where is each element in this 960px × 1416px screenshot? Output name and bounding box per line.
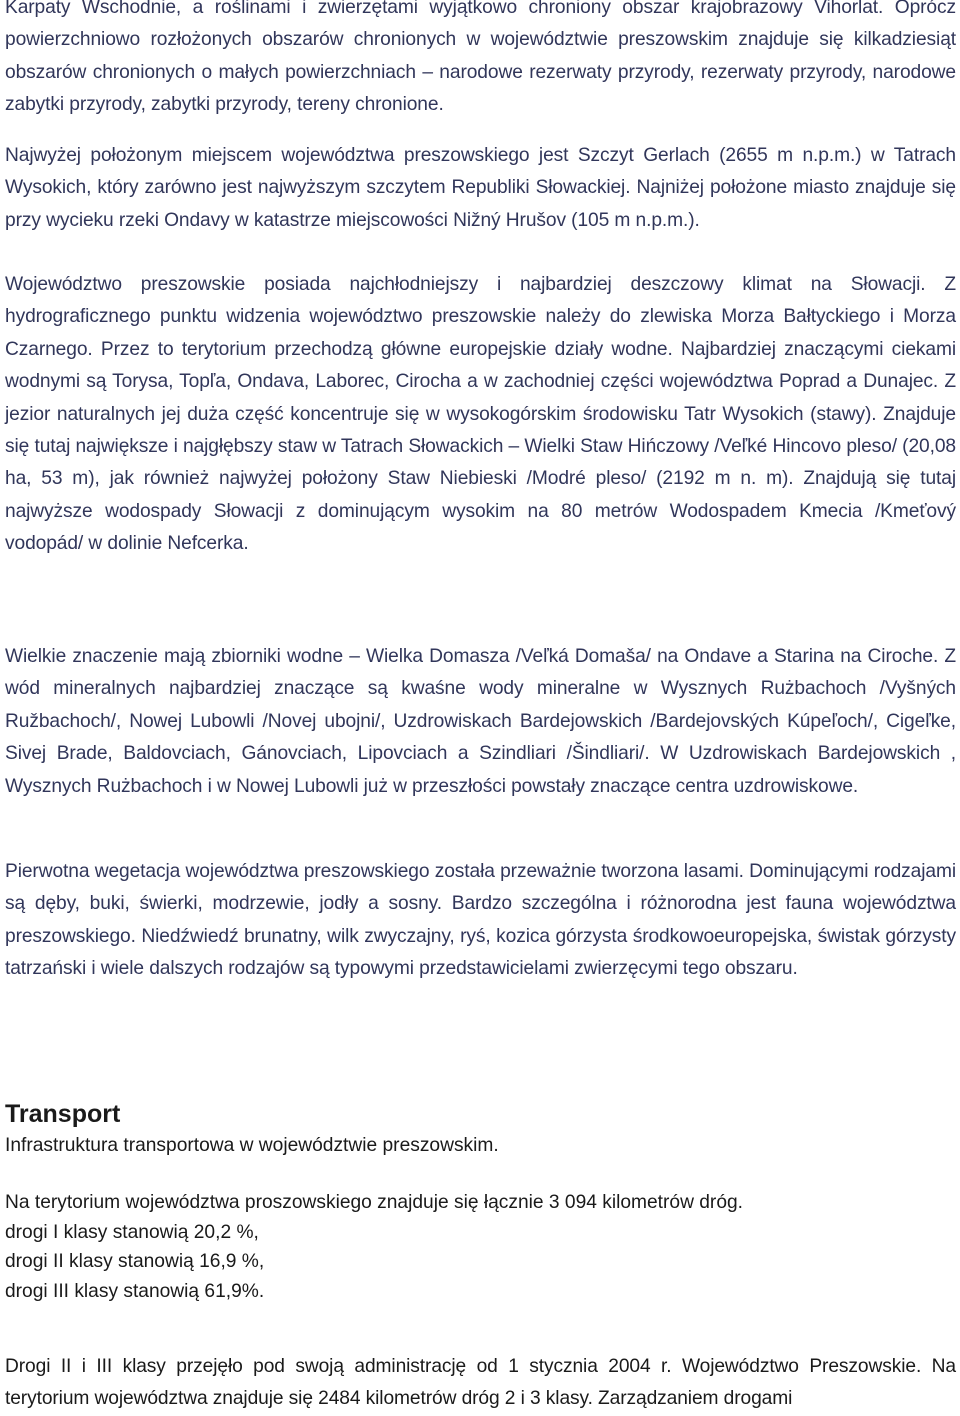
roads-statistics xyxy=(5,1188,743,1306)
roads-class-2: drogi II klasy stanowią 16,9 %, xyxy=(5,1251,265,1272)
paragraph-protected-areas: Karpaty Wschodnie, a roślinami i zwierzętami wyjątkowo chroniony obszar krajobrazowy Vihorlat. Oprócz powierzchniowo rozłożonych obszarów chronionych w województwie preszowskim znajduje się kilkadziesiąt obszarów chronionych o małych powierzchniach – narodowe rezerwaty przyrody, rezerwaty przyrody, narodowe zabytki przyrody, zabytki przyrody, tereny chronione. xyxy=(5,0,956,116)
section-heading-transport: Transport xyxy=(5,1100,121,1128)
paragraph-vegetation-fauna: Pierwotna wegetacja województwa preszowskiego została przeważnie tworzona lasami. Dominującymi rodzajami są dęby, buki, świerki, modrzewie, jodły a sosny. Bardzo szczególna i różnorodna jest fauna województwa preszowskiego. Niedźwiedź brunatny, wilk zwyczajny, ryś, kozica górzysta środkowoeuropejska, świstak górzysty tatrzański i wiele dalszych rodzajów są typowymi przedstawicielami zwierzęcymi tego obszaru. xyxy=(5,861,956,980)
paragraph-elevation: Najwyżej położonym miejscem województwa preszowskiego jest Szczyt Gerlach (2655 m n.p.m.) w Tatrach Wysokich, który zarówno jest najwyższym szczytem Republiki Słowackiej. Najniżej położone miasto znajduje się przy wycieku rzeki Ondavy w katastrze miejscowości Nižný Hrušov (105 m n.p.m.). xyxy=(5,145,956,231)
transport-subtitle: Infrastruktura transportowa w województwie preszowskim. xyxy=(5,1135,499,1156)
paragraph-reservoirs-mineral-waters: Wielkie znaczenie mają zbiorniki wodne – Wielka Domasza /Veľká Domaša/ na Ondave a Starina na Ciroche. Z wód mineralnych najbardziej znaczące są kwaśne wody mineralne w Wysznych Rużbachoch /Vyšných Ružbachoch/, Nowej Lubowli /Novej ubojni/, Uzdrowiskach Bardejowskich /Bardejovských Kúpeľoch/, Cigeľke, Sivej Brade, Baldovciach, Gánovciach, Lipovciach a Szindliari /Šindliari/. W Uzdrowiskach Bardejowskich , Wysznych Rużbachoch i w Nowej Lubowli już w przeszłości powstały znaczące centra uzdrowiskowe. xyxy=(5,646,956,797)
roads-class-3: drogi III klasy stanowią 61,9%. xyxy=(5,1280,265,1302)
paragraph-road-administration: Drogi II i III klasy przejęło pod swoją administrację od 1 stycznia 2004 r. Województwo Preszowskie. Na terytorium województwa znajduje się 2484 kilometrów dróg 2 i 3 klasy. Zarządzaniem drogami xyxy=(5,1356,956,1410)
roads-class-1: drogi I klasy stanowią 20,2 %, xyxy=(5,1221,259,1243)
paragraph-climate-hydrography: Województwo preszowskie posiada najchłodniejszy i najbardziej deszczowy klimat na Słowacji. Z hydrograficznego punktu widzenia województwo preszowskie należy do zlewiska Morza Bałtyckiego i Morza Czarnego. Przez to terytorium przechodzą główne europejskie działy wodne. Najbardziej znaczącymi ciekami wodnymi są Torysa, Topľa, Ondava, Laborec, Cirocha a w zachodniej części województwa Poprad a Dunajec. Z jezior naturalnych jej duża część koncentruje się w wysokogórskim środowisku Tatr Wysokich (stawy). Znajduje się tutaj największe i najgłębszy staw w Tatrach Słowackich – Wielki Staw Hińczowy /Veľké Hincovo pleso/ (20,08 ha, 53 m), jak również najwyżej położony Staw Niebieski /Modré pleso/ (2192 m n. m). Znajdują się tutaj najwyższe wodospady Słowacji z dominującym wysokim na 80 metrów Wodospadem Kmecia /Kmeťový vodopád/ w dolinie Nefcerka. xyxy=(5,274,956,555)
roads-total: Na terytorium województwa proszowskiego znajduje się łącznie 3 094 kilometrów dróg. xyxy=(5,1192,743,1213)
